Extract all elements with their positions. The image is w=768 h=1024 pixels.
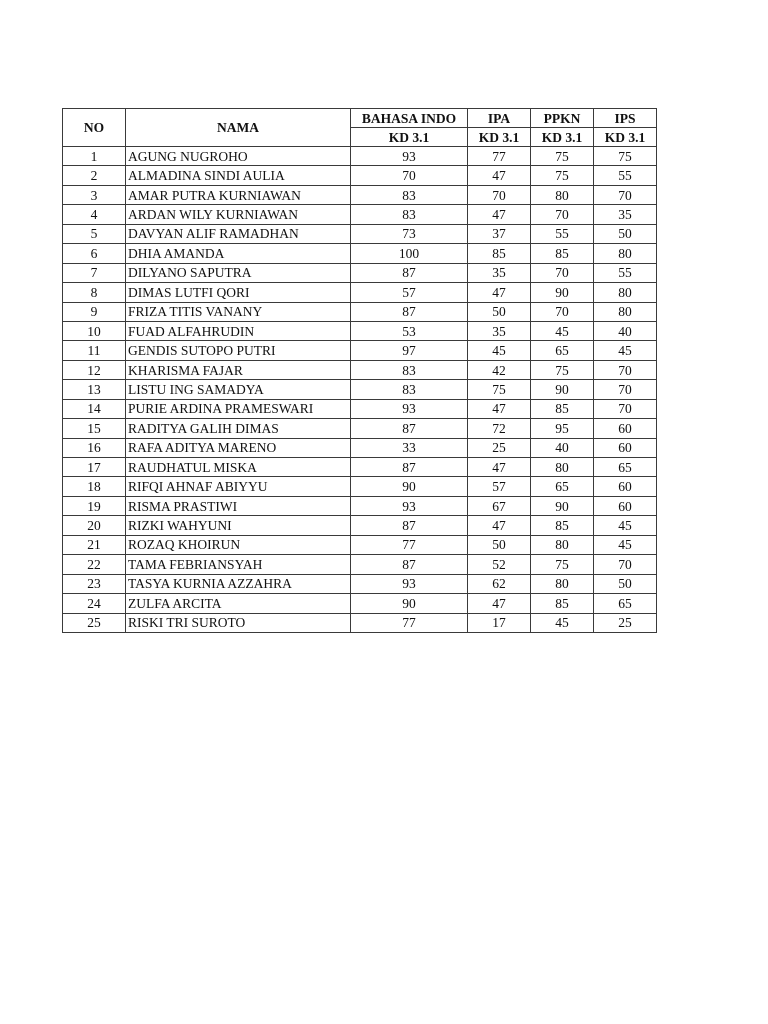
cell-nama: PURIE ARDINA PRAMESWARI: [126, 399, 351, 418]
cell-no: 10: [63, 321, 126, 340]
cell-ips: 50: [594, 574, 657, 593]
table-row: [63, 613, 657, 632]
cell-ppkn: 70: [531, 263, 594, 282]
cell-nama: ARDAN WILY KURNIAWAN: [126, 205, 351, 224]
cell-ppkn: 65: [531, 341, 594, 360]
cell-nama: RAFA ADITYA MARENO: [126, 438, 351, 457]
cell-nama: TAMA FEBRIANSYAH: [126, 555, 351, 574]
header-kd-ipa: KD 3.1: [468, 128, 531, 147]
table-row: [63, 263, 657, 282]
cell-ipa: 47: [468, 594, 531, 613]
cell-bahasa-indo: 93: [351, 496, 468, 515]
cell-nama: RISKI TRI SUROTO: [126, 613, 351, 632]
cell-ipa: 47: [468, 516, 531, 535]
cell-ips: 60: [594, 438, 657, 457]
cell-bahasa-indo: 83: [351, 380, 468, 399]
header-kd-ips: KD 3.1: [594, 128, 657, 147]
cell-no: 4: [63, 205, 126, 224]
cell-ipa: 47: [468, 205, 531, 224]
cell-bahasa-indo: 87: [351, 302, 468, 321]
cell-ips: 50: [594, 224, 657, 243]
table-body: [63, 147, 657, 633]
cell-ips: 70: [594, 380, 657, 399]
cell-ppkn: 85: [531, 399, 594, 418]
cell-bahasa-indo: 93: [351, 399, 468, 418]
cell-ppkn: 85: [531, 516, 594, 535]
table-row: [63, 399, 657, 418]
cell-no: 13: [63, 380, 126, 399]
table-row: [63, 438, 657, 457]
table-row: [63, 147, 657, 166]
cell-nama: DILYANO SAPUTRA: [126, 263, 351, 282]
cell-nama: DHIA AMANDA: [126, 244, 351, 263]
table-row: [63, 321, 657, 340]
cell-no: 18: [63, 477, 126, 496]
cell-no: 11: [63, 341, 126, 360]
cell-bahasa-indo: 93: [351, 147, 468, 166]
cell-no: 12: [63, 360, 126, 379]
cell-no: 16: [63, 438, 126, 457]
cell-ips: 55: [594, 263, 657, 282]
cell-ipa: 35: [468, 321, 531, 340]
cell-ipa: 70: [468, 185, 531, 204]
cell-ppkn: 90: [531, 380, 594, 399]
cell-ppkn: 75: [531, 555, 594, 574]
cell-ips: 70: [594, 555, 657, 574]
cell-bahasa-indo: 93: [351, 574, 468, 593]
cell-no: 22: [63, 555, 126, 574]
cell-bahasa-indo: 97: [351, 341, 468, 360]
cell-nama: RIZKI WAHYUNI: [126, 516, 351, 535]
cell-ppkn: 95: [531, 419, 594, 438]
cell-ips: 75: [594, 147, 657, 166]
table-row: [63, 341, 657, 360]
cell-no: 20: [63, 516, 126, 535]
cell-nama: ROZAQ KHOIRUN: [126, 535, 351, 554]
cell-no: 17: [63, 458, 126, 477]
cell-ips: 60: [594, 496, 657, 515]
cell-nama: AMAR PUTRA KURNIAWAN: [126, 185, 351, 204]
cell-ipa: 72: [468, 419, 531, 438]
cell-ips: 60: [594, 477, 657, 496]
cell-ppkn: 90: [531, 496, 594, 515]
grade-table: [62, 108, 657, 633]
table-row: [63, 205, 657, 224]
cell-bahasa-indo: 87: [351, 555, 468, 574]
cell-ipa: 50: [468, 535, 531, 554]
cell-bahasa-indo: 87: [351, 458, 468, 477]
cell-no: 21: [63, 535, 126, 554]
cell-ips: 65: [594, 458, 657, 477]
cell-nama: ALMADINA SINDI AULIA: [126, 166, 351, 185]
header-no: NO: [63, 109, 126, 147]
cell-no: 8: [63, 283, 126, 302]
cell-ipa: 77: [468, 147, 531, 166]
cell-ppkn: 90: [531, 283, 594, 302]
cell-nama: RISMA PRASTIWI: [126, 496, 351, 515]
cell-ipa: 47: [468, 399, 531, 418]
cell-ips: 80: [594, 302, 657, 321]
cell-nama: AGUNG NUGROHO: [126, 147, 351, 166]
cell-ips: 70: [594, 185, 657, 204]
cell-nama: FUAD ALFAHRUDIN: [126, 321, 351, 340]
cell-ips: 80: [594, 244, 657, 263]
cell-ipa: 67: [468, 496, 531, 515]
header-subject-ppkn: PPKN: [531, 109, 594, 128]
table-row: [63, 535, 657, 554]
cell-ips: 70: [594, 360, 657, 379]
cell-ipa: 47: [468, 458, 531, 477]
cell-nama: KHARISMA FAJAR: [126, 360, 351, 379]
cell-no: 24: [63, 594, 126, 613]
header-kd-bahasa-indo: KD 3.1: [351, 128, 468, 147]
table-row: [63, 419, 657, 438]
cell-ips: 35: [594, 205, 657, 224]
cell-ips: 25: [594, 613, 657, 632]
cell-bahasa-indo: 73: [351, 224, 468, 243]
cell-ppkn: 85: [531, 244, 594, 263]
table-row: [63, 516, 657, 535]
cell-ips: 40: [594, 321, 657, 340]
header-subject-ips: IPS: [594, 109, 657, 128]
cell-ipa: 85: [468, 244, 531, 263]
cell-no: 9: [63, 302, 126, 321]
table-row: [63, 594, 657, 613]
cell-nama: LISTU ING SAMADYA: [126, 380, 351, 399]
table-row: [63, 224, 657, 243]
cell-ips: 45: [594, 516, 657, 535]
cell-bahasa-indo: 83: [351, 360, 468, 379]
cell-bahasa-indo: 83: [351, 185, 468, 204]
cell-ipa: 52: [468, 555, 531, 574]
cell-nama: TASYA KURNIA AZZAHRA: [126, 574, 351, 593]
cell-ppkn: 40: [531, 438, 594, 457]
cell-bahasa-indo: 77: [351, 613, 468, 632]
cell-nama: FRIZA TITIS VANANY: [126, 302, 351, 321]
table-row: [63, 283, 657, 302]
cell-bahasa-indo: 70: [351, 166, 468, 185]
cell-nama: GENDIS SUTOPO PUTRI: [126, 341, 351, 360]
cell-ppkn: 45: [531, 321, 594, 340]
table-row: [63, 185, 657, 204]
cell-ppkn: 75: [531, 147, 594, 166]
cell-ips: 70: [594, 399, 657, 418]
header-nama: NAMA: [126, 109, 351, 147]
cell-ips: 45: [594, 535, 657, 554]
cell-ipa: 47: [468, 283, 531, 302]
table-row: [63, 555, 657, 574]
cell-ipa: 50: [468, 302, 531, 321]
cell-bahasa-indo: 90: [351, 477, 468, 496]
cell-no: 19: [63, 496, 126, 515]
cell-bahasa-indo: 57: [351, 283, 468, 302]
cell-ipa: 57: [468, 477, 531, 496]
cell-ppkn: 80: [531, 574, 594, 593]
header-row-subjects: [63, 109, 657, 128]
table-row: [63, 574, 657, 593]
cell-ppkn: 80: [531, 185, 594, 204]
cell-bahasa-indo: 83: [351, 205, 468, 224]
cell-bahasa-indo: 33: [351, 438, 468, 457]
cell-no: 6: [63, 244, 126, 263]
cell-nama: ZULFA ARCITA: [126, 594, 351, 613]
header-subject-bahasa-indo: BAHASA INDO: [351, 109, 468, 128]
cell-no: 3: [63, 185, 126, 204]
table-row: [63, 302, 657, 321]
cell-ipa: 25: [468, 438, 531, 457]
cell-no: 7: [63, 263, 126, 282]
cell-ips: 60: [594, 419, 657, 438]
table-row: [63, 477, 657, 496]
cell-ppkn: 80: [531, 458, 594, 477]
cell-ipa: 35: [468, 263, 531, 282]
cell-ppkn: 75: [531, 166, 594, 185]
cell-ipa: 75: [468, 380, 531, 399]
header-kd-ppkn: KD 3.1: [531, 128, 594, 147]
header-subject-ipa: IPA: [468, 109, 531, 128]
cell-ppkn: 85: [531, 594, 594, 613]
cell-no: 15: [63, 419, 126, 438]
cell-no: 14: [63, 399, 126, 418]
table-row: [63, 360, 657, 379]
cell-ipa: 17: [468, 613, 531, 632]
table-row: [63, 496, 657, 515]
cell-ipa: 45: [468, 341, 531, 360]
cell-nama: RIFQI AHNAF ABIYYU: [126, 477, 351, 496]
cell-ips: 65: [594, 594, 657, 613]
cell-ppkn: 75: [531, 360, 594, 379]
cell-ipa: 42: [468, 360, 531, 379]
cell-bahasa-indo: 100: [351, 244, 468, 263]
cell-no: 5: [63, 224, 126, 243]
cell-ipa: 47: [468, 166, 531, 185]
cell-ips: 55: [594, 166, 657, 185]
cell-bahasa-indo: 87: [351, 263, 468, 282]
table-row: [63, 458, 657, 477]
table-row: [63, 166, 657, 185]
cell-ips: 80: [594, 283, 657, 302]
cell-bahasa-indo: 87: [351, 419, 468, 438]
cell-bahasa-indo: 77: [351, 535, 468, 554]
cell-ppkn: 45: [531, 613, 594, 632]
cell-ipa: 37: [468, 224, 531, 243]
cell-nama: DAVYAN ALIF RAMADHAN: [126, 224, 351, 243]
cell-no: 23: [63, 574, 126, 593]
cell-ips: 45: [594, 341, 657, 360]
table-row: [63, 244, 657, 263]
cell-ppkn: 70: [531, 302, 594, 321]
table-row: [63, 380, 657, 399]
cell-nama: RAUDHATUL MISKA: [126, 458, 351, 477]
cell-nama: RADITYA GALIH DIMAS: [126, 419, 351, 438]
cell-ppkn: 65: [531, 477, 594, 496]
cell-no: 2: [63, 166, 126, 185]
cell-no: 1: [63, 147, 126, 166]
cell-bahasa-indo: 90: [351, 594, 468, 613]
cell-ipa: 62: [468, 574, 531, 593]
cell-nama: DIMAS LUTFI QORI: [126, 283, 351, 302]
cell-no: 25: [63, 613, 126, 632]
cell-ppkn: 80: [531, 535, 594, 554]
cell-ppkn: 70: [531, 205, 594, 224]
cell-bahasa-indo: 87: [351, 516, 468, 535]
cell-ppkn: 55: [531, 224, 594, 243]
cell-bahasa-indo: 53: [351, 321, 468, 340]
